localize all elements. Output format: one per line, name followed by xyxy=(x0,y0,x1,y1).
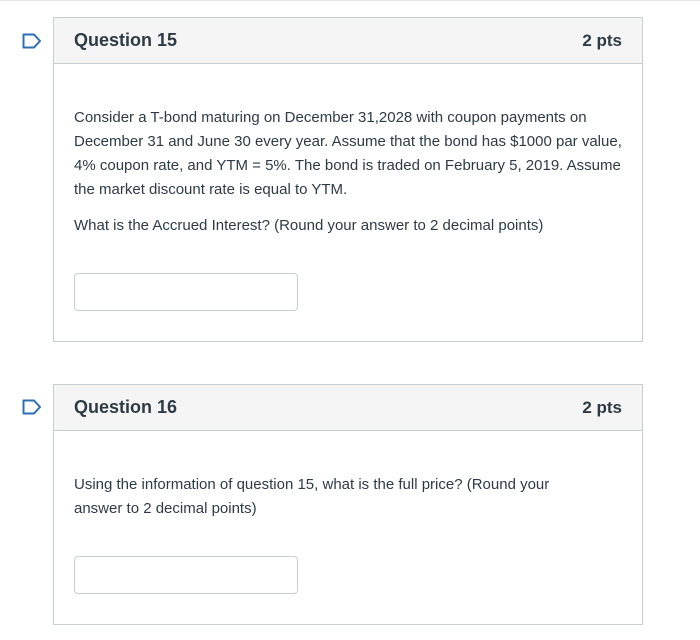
question-card xyxy=(53,384,643,625)
question-header xyxy=(54,18,642,64)
question-body xyxy=(54,64,642,341)
top-divider xyxy=(0,0,700,1)
question-prompt: What is the Accrued Interest? (Round your answer to 2 decimal points) xyxy=(74,217,544,234)
bookmark-flag-icon[interactable] xyxy=(22,399,42,415)
bookmark-flag-icon[interactable] xyxy=(22,33,42,49)
question-title: Question 15 xyxy=(74,30,178,50)
answer-input[interactable] xyxy=(74,273,298,311)
question-body xyxy=(54,431,642,624)
question-text: Using the information of question 15, what is the full price? (Round your answer to 2 decimal points) xyxy=(74,476,550,517)
answer-input[interactable] xyxy=(74,556,298,594)
question-points: 2 pts xyxy=(582,398,622,417)
question-title: Question 16 xyxy=(74,397,178,417)
question-points: 2 pts xyxy=(582,31,622,50)
question-text: Consider a T-bond maturing on December 31,2028 with coupon payments on December 31 and June 30 every year. Assume that the bond has $1000 par value, 4% coupon rate, and YTM = 5%. The bond is traded on February 5, 2019. Assume the market discount rate is equal to YTM. xyxy=(74,109,622,198)
question-card xyxy=(53,17,643,342)
question-header xyxy=(54,385,642,431)
